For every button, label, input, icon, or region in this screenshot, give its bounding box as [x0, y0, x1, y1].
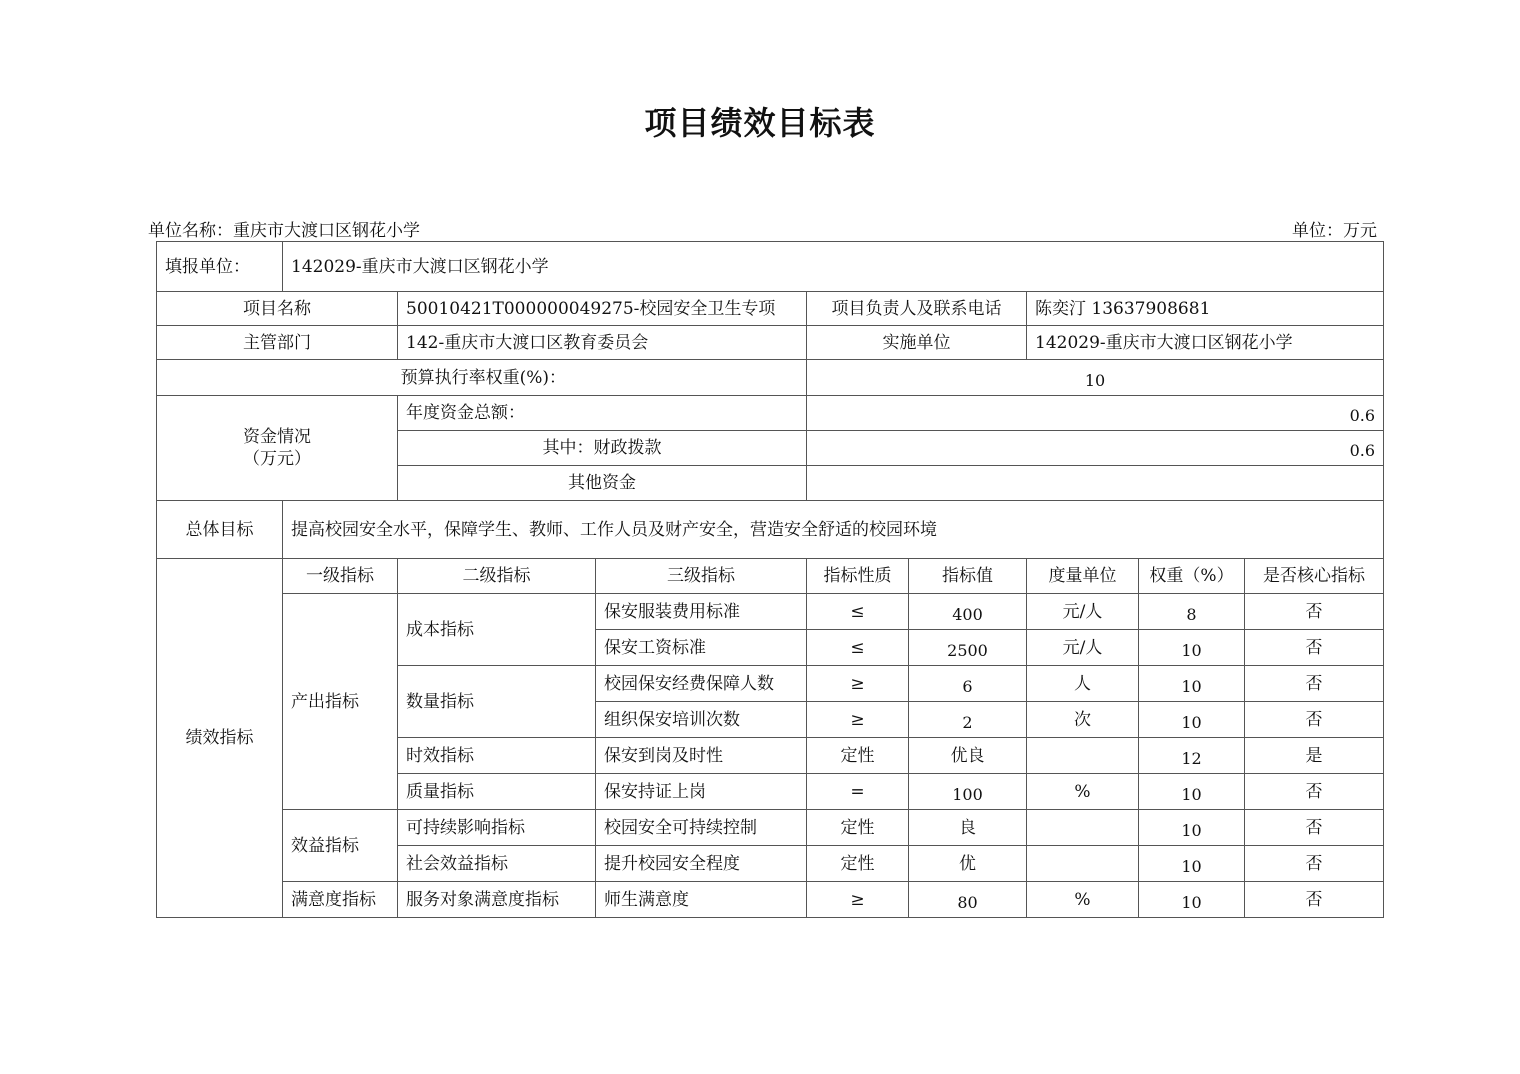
funds-total-value: 0.6	[807, 396, 1384, 431]
unit-cell: 人	[1027, 666, 1139, 702]
core-cell: 否	[1245, 846, 1384, 882]
unit-name: 单位名称：重庆市大渡口区钢花小学	[148, 221, 420, 241]
value-cell: 80	[909, 882, 1027, 918]
nature-cell: =	[807, 774, 909, 810]
level3-name: 师生满意度	[596, 882, 807, 918]
indicators-label: 绩效指标	[157, 559, 283, 918]
value-cell: 400	[909, 594, 1027, 630]
header-core: 是否核心指标	[1245, 559, 1384, 594]
value-cell: 优良	[909, 738, 1027, 774]
header-nature: 指标性质	[807, 559, 909, 594]
funds-label: 资金情况	[243, 427, 311, 447]
reporting-unit-label: 填报单位：	[157, 242, 283, 292]
level3-name: 保安服装费用标准	[596, 594, 807, 630]
weight-cell: 10	[1139, 630, 1245, 666]
overall-goal-label: 总体目标	[157, 501, 283, 559]
funds-total-row	[157, 396, 1384, 431]
budget-weight-value: 10	[807, 360, 1384, 396]
value-cell: 2	[909, 702, 1027, 738]
level1-satisfaction: 满意度指标	[283, 882, 398, 918]
weight-cell: 10	[1139, 846, 1245, 882]
currency-unit: 单位：万元	[1292, 221, 1377, 241]
core-cell: 是	[1245, 738, 1384, 774]
level2-quantity: 数量指标	[398, 666, 596, 738]
table-row	[157, 882, 1384, 918]
weight-cell: 10	[1139, 882, 1245, 918]
value-cell: 100	[909, 774, 1027, 810]
level3-name: 提升校园安全程度	[596, 846, 807, 882]
header-weight: 权重（%）	[1139, 559, 1245, 594]
level1-output: 产出指标	[283, 594, 398, 810]
funds-other-value	[807, 466, 1384, 501]
value-cell: 2500	[909, 630, 1027, 666]
project-name-row	[157, 292, 1384, 326]
performance-goal-table	[156, 241, 1384, 918]
unit-cell: %	[1027, 882, 1139, 918]
project-name-value: 50010421T000000049275-校园安全卫生专项	[398, 292, 807, 326]
funds-other-label: 其他资金	[398, 466, 807, 501]
level3-name: 保安到岗及时性	[596, 738, 807, 774]
indicator-header-row	[157, 559, 1384, 594]
funds-unit: （万元）	[243, 449, 311, 469]
core-cell: 否	[1245, 666, 1384, 702]
unit-cell: 次	[1027, 702, 1139, 738]
weight-cell: 10	[1139, 702, 1245, 738]
funds-fiscal-label: 其中：财政拨款	[398, 431, 807, 466]
overall-goal-row	[157, 501, 1384, 559]
level3-name: 校园安全可持续控制	[596, 810, 807, 846]
level3-name: 校园保安经费保障人数	[596, 666, 807, 702]
impl-label: 实施单位	[807, 326, 1027, 360]
core-cell: 否	[1245, 810, 1384, 846]
level2-quality: 质量指标	[398, 774, 596, 810]
level3-name: 组织保安培训次数	[596, 702, 807, 738]
unit-cell: 元/人	[1027, 594, 1139, 630]
weight-cell: 12	[1139, 738, 1245, 774]
project-name-label: 项目名称	[157, 292, 398, 326]
nature-cell: 定性	[807, 810, 909, 846]
header-value: 指标值	[909, 559, 1027, 594]
value-cell: 6	[909, 666, 1027, 702]
overall-goal-text: 提高校园安全水平，保障学生、教师、工作人员及财产安全，营造安全舒适的校园环境	[283, 501, 1384, 559]
core-cell: 否	[1245, 594, 1384, 630]
core-cell: 否	[1245, 630, 1384, 666]
nature-cell: ≥	[807, 882, 909, 918]
funds-label-cell	[157, 396, 398, 501]
header-level2: 二级指标	[398, 559, 596, 594]
header-level3: 三级指标	[596, 559, 807, 594]
nature-cell: ≥	[807, 702, 909, 738]
level3-name: 保安工资标准	[596, 630, 807, 666]
page-title: 项目绩效目标表	[644, 104, 876, 142]
weight-cell: 10	[1139, 810, 1245, 846]
dept-label: 主管部门	[157, 326, 398, 360]
dept-value: 142-重庆市大渡口区教育委员会	[398, 326, 807, 360]
level2-service: 服务对象满意度指标	[398, 882, 596, 918]
core-cell: 否	[1245, 774, 1384, 810]
table-row	[157, 810, 1384, 846]
header-unit: 度量单位	[1027, 559, 1139, 594]
table-row	[157, 594, 1384, 630]
nature-cell: 定性	[807, 846, 909, 882]
core-cell: 否	[1245, 882, 1384, 918]
level1-benefit: 效益指标	[283, 810, 398, 882]
reporting-unit-value: 142029-重庆市大渡口区钢花小学	[283, 242, 1384, 292]
department-row	[157, 326, 1384, 360]
impl-value: 142029-重庆市大渡口区钢花小学	[1027, 326, 1384, 360]
level3-name: 保安持证上岗	[596, 774, 807, 810]
unit-cell: 元/人	[1027, 630, 1139, 666]
nature-cell: ≤	[807, 630, 909, 666]
unit-cell: %	[1027, 774, 1139, 810]
weight-cell: 10	[1139, 666, 1245, 702]
level2-cost: 成本指标	[398, 594, 596, 666]
project-leader-value: 陈奕汀 13637908681	[1027, 292, 1384, 326]
level2-timeliness: 时效指标	[398, 738, 596, 774]
nature-cell: ≤	[807, 594, 909, 630]
unit-cell	[1027, 738, 1139, 774]
value-cell: 优	[909, 846, 1027, 882]
reporting-unit-row	[157, 242, 1384, 292]
level2-social: 社会效益指标	[398, 846, 596, 882]
unit-cell	[1027, 810, 1139, 846]
funds-fiscal-value: 0.6	[807, 431, 1384, 466]
core-cell: 否	[1245, 702, 1384, 738]
funds-total-label: 年度资金总额：	[398, 396, 807, 431]
unit-cell	[1027, 846, 1139, 882]
level2-sustainable: 可持续影响指标	[398, 810, 596, 846]
nature-cell: 定性	[807, 738, 909, 774]
project-leader-label: 项目负责人及联系电话	[807, 292, 1027, 326]
budget-weight-row	[157, 360, 1384, 396]
weight-cell: 8	[1139, 594, 1245, 630]
budget-weight-label: 预算执行率权重(%)：	[157, 360, 807, 396]
nature-cell: ≥	[807, 666, 909, 702]
weight-cell: 10	[1139, 774, 1245, 810]
header-level1: 一级指标	[283, 559, 398, 594]
value-cell: 良	[909, 810, 1027, 846]
